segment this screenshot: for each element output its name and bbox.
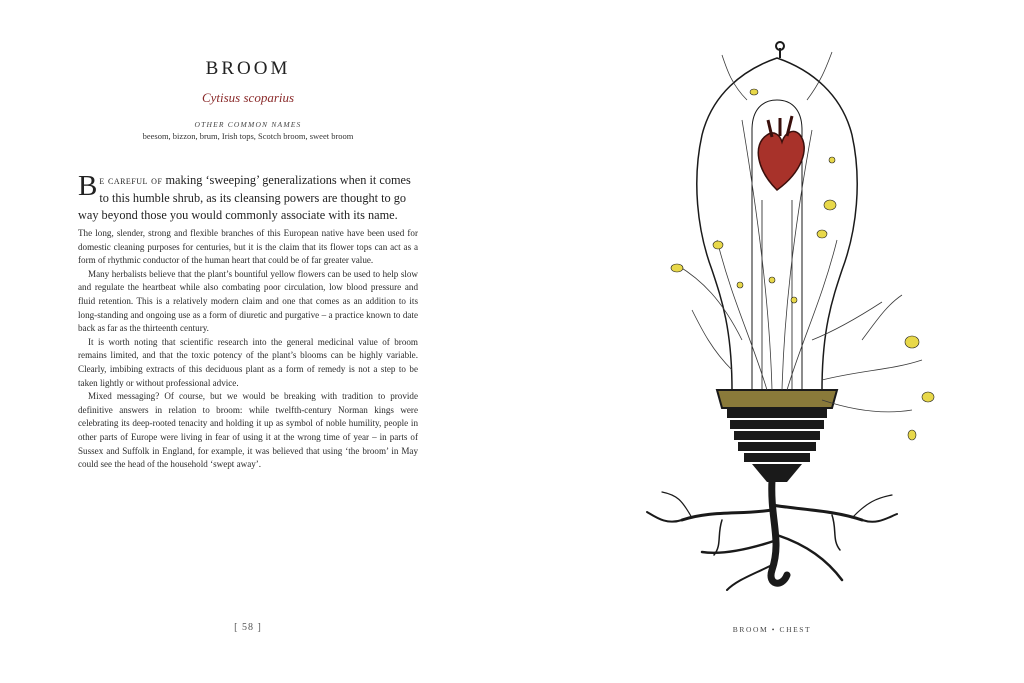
lead-text: making ‘sweeping’ generalizations when it comes to this humble shrub, as its cleansing powers are thought to go way beyond those you would commonly associate with its name. <box>78 173 411 222</box>
paragraph: It is worth noting that scientific research into the general medicinal value of broom remains limited, and that the toxic potency of the plant’s blooms can be highly variable. Clearly, imbibing extracts of this deciduous plant as a form of remedy is not a step to be taken lightly or without professional advice. <box>78 336 418 388</box>
drop-cap: B <box>78 170 98 202</box>
page-number: [ 58 ] <box>234 622 262 633</box>
lead-small-caps: e careful of <box>99 175 163 187</box>
bulb-glass-icon <box>697 42 857 390</box>
lightbulb-heart-broom-illustration <box>622 40 962 605</box>
right-page <box>512 0 1024 683</box>
heart-icon <box>758 116 804 190</box>
roots-icon <box>647 480 897 590</box>
bulb-base-icon <box>717 390 837 482</box>
running-head: BROOM • CHEST <box>732 625 812 634</box>
latin-name: Cytisus scoparius <box>201 90 295 105</box>
paragraph: Mixed messaging? Of course, but we would be breaking with tradition to provide definitive answers in relation to broom: while twelfth-century Norman kings were celebrating its deep-rooted tenacity and holding it up as symbol of noble humility, people in other parts of Europe were living in fear of using it at the wrong time of year – in parts of Sussex and Suffolk in England, for example, it was believed that using ‘the broom’ in May could see the head of the household ‘swept away’. <box>78 391 418 470</box>
body-text <box>78 227 418 472</box>
other-names: beesom, bizzon, brum, Irish tops, Scotch broom, sweet broom <box>142 131 354 141</box>
lead-paragraph <box>78 172 418 224</box>
page-title: BROOM <box>205 58 291 79</box>
paragraph: Many herbalists believe that the plant’s bountiful yellow flowers can be used to help slow and regulate the heartbeat while also combating poor circulation, low blood pressure and fluid retention. This is a relatively modern claim and one that comes as an addition to its long-standing and ongoing use as a form of diuretic and purgative – a practice known to date back as far as the thirteenth century. <box>78 268 418 334</box>
paragraph: The long, slender, strong and flexible branches of this European native have been used for domestic cleaning purposes for centuries, but it is the claim that its flower tops can act as a form of rhythmic conductor of the human heart that could be of far greater value. <box>78 228 418 266</box>
other-names-label: OTHER COMMON NAMES <box>194 120 302 129</box>
